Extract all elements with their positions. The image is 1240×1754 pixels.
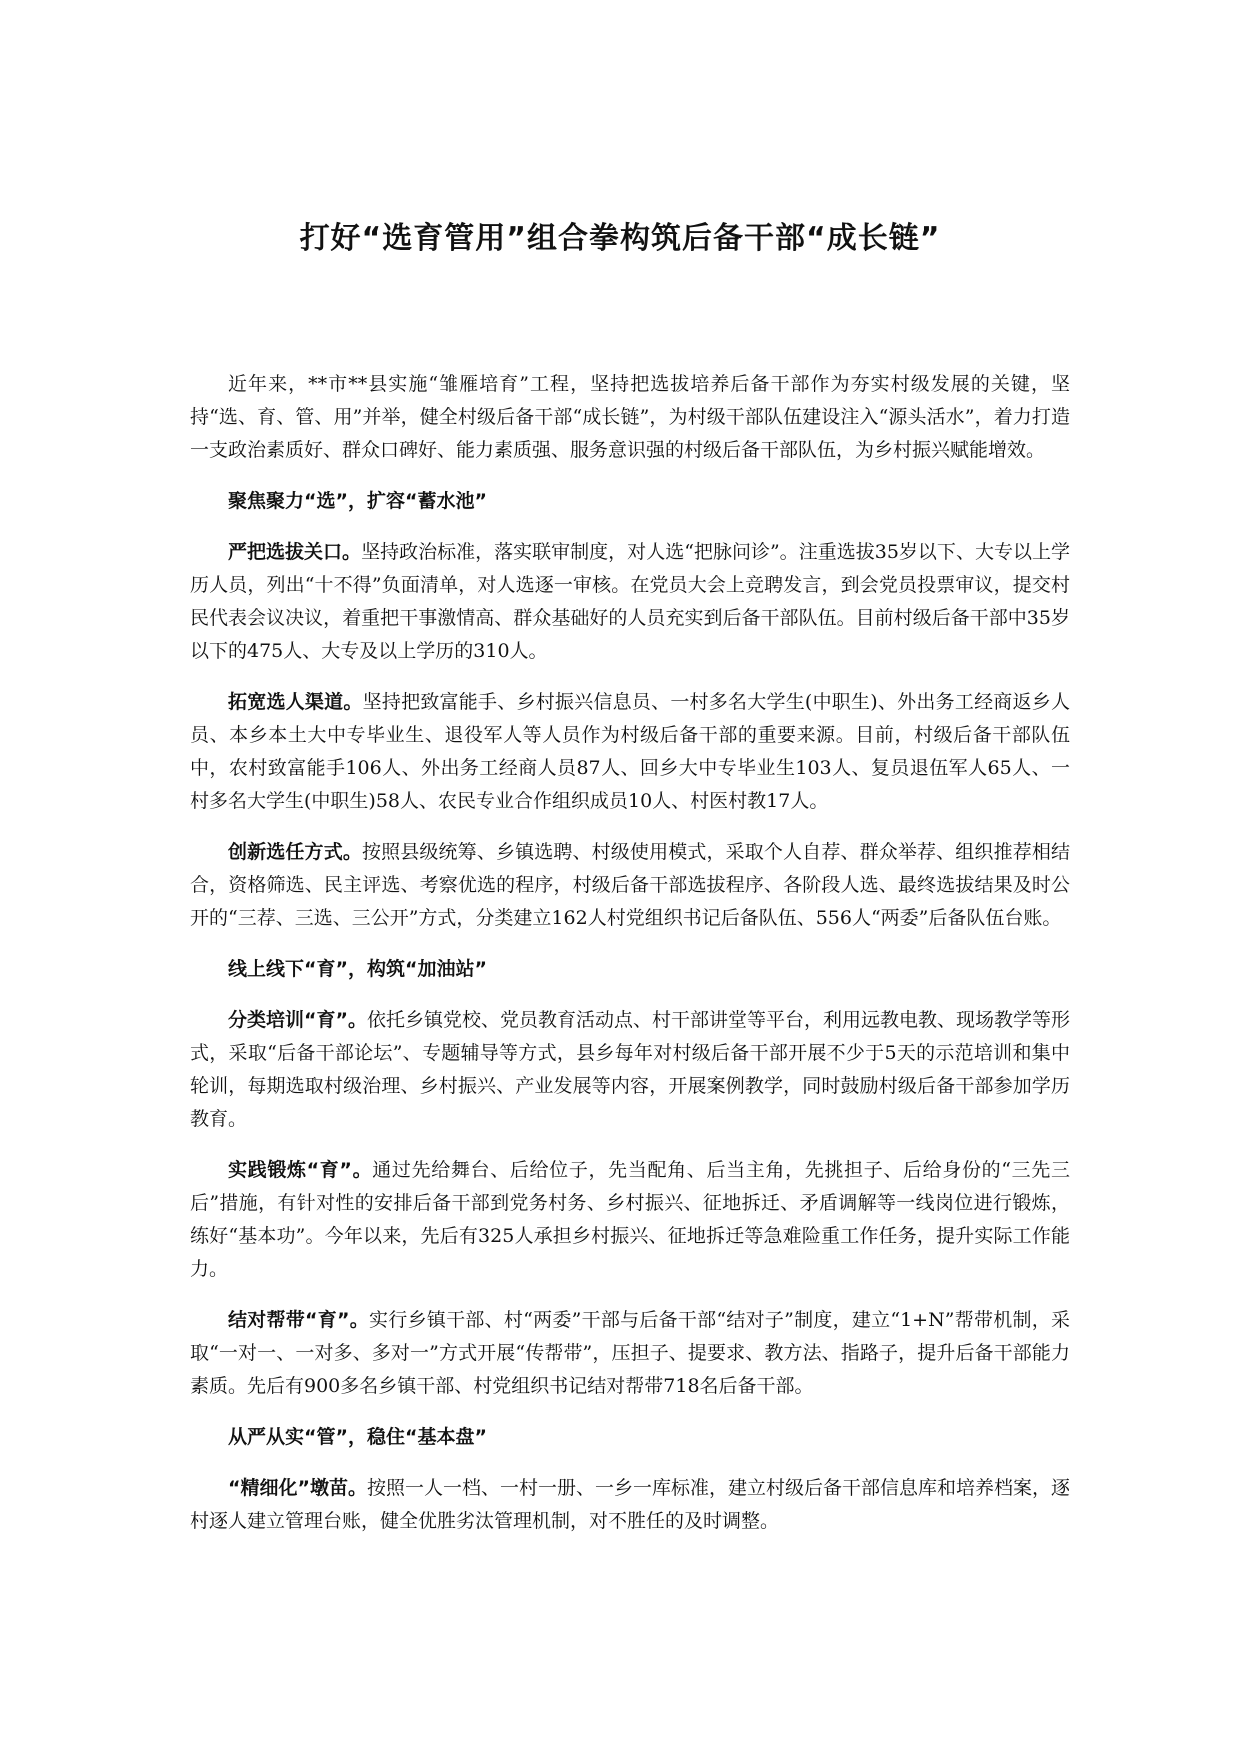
paragraph-widen-channels [190, 686, 1070, 818]
paragraph-mentoring [190, 1304, 1070, 1403]
intro-paragraph: 近年来，**市**县实施“雏雁培育”工程，坚持把选拔培养后备干部作为夯实村级发展的关键，坚持“选、育、管、用”并举，健全村级后备干部“成长链”，为村级干部队伍建设注入“源头活水”，着力打造一支政治素质好、群众口碑好、能力素质强、服务意识强的村级后备干部队伍，为乡村振兴赋能增效。 [190, 373, 1070, 461]
paragraph-lead: 严把选拔关口。 [228, 541, 362, 563]
paragraph-practice [190, 1154, 1070, 1286]
paragraph-text: 坚持把致富能手、乡村振兴信息员、一村多名大学生(中职生)、外出务工经商返乡人员、本乡本土大中专毕业生、退役军人等人员作为村级后备干部的重要来源。目前，村级后备干部队伍中，农村致富能手106人、外出务工经商人员87人、回乡大中专毕业生103人、复员退伍军人65人、一村多名大学生(中职生)58人、农民专业合作组织成员10人、村医村教17人。 [190, 691, 1070, 812]
paragraph-strict-selection [190, 536, 1070, 668]
document-title: 打好“选育管用”组合拳构筑后备干部“成长链” [299, 221, 941, 256]
paragraph-lead: 创新选任方式。 [228, 841, 362, 863]
document-body [190, 368, 1070, 1556]
paragraph-lead: 分类培训“育”。 [228, 1009, 367, 1031]
paragraph-category-training [190, 1004, 1070, 1136]
paragraph-text: 坚持政治标准，落实联审制度，对人选“把脉问诊”。注重选拔35岁以下、大专以上学历人员，列出“十不得”负面清单，对人选逐一审核。在党员大会上竞聘发言，到会党员投票审议，提交村民代表会议决议，着重把干事激情高、群众基础好的人员充实到后备干部队伍。目前村级后备干部中35岁以下的475人、大专及以上学历的310人。 [190, 541, 1070, 662]
paragraph-innovate-methods [190, 836, 1070, 935]
paragraph-lead: “精细化”墩苗。 [228, 1477, 367, 1499]
paragraph-text: 按照一人一档、一村一册、一乡一库标准，建立村级后备干部信息库和培养档案，逐村逐人建立管理台账，健全优胜劣汰管理机制，对不胜任的及时调整。 [190, 1477, 1070, 1532]
paragraph-text: 实行乡镇干部、村“两委”干部与后备干部“结对子”制度，建立“1+N”帮带机制，采取“一对一、一对多、多对一”方式开展“传帮带”，压担子、提要求、教方法、指路子，提升后备干部能力素质。先后有900多名乡镇干部、村党组织书记结对帮带718名后备干部。 [190, 1309, 1070, 1397]
paragraph-lead: 结对帮带“育”。 [228, 1309, 370, 1331]
section-heading-cultivate: 线上线下“育”，构筑“加油站” [228, 958, 487, 980]
paragraph-lead: 实践锻炼“育”。 [228, 1159, 373, 1181]
paragraph-refined-management [190, 1472, 1070, 1538]
paragraph-text: 按照县级统筹、乡镇选聘、村级使用模式，采取个人自荐、群众举荐、组织推荐相结合，资格筛选、民主评选、考察优选的程序，村级后备干部选拔程序、各阶段人选、最终选拔结果及时公开的“三荐、三选、三公开”方式，分类建立162人村党组织书记后备队伍、556人“两委”后备队伍台账。 [190, 841, 1070, 929]
paragraph-text: 依托乡镇党校、党员教育活动点、村干部讲堂等平台，利用远教电教、现场教学等形式，采取“后备干部论坛”、专题辅导等方式，县乡每年对村级后备干部开展不少于5天的示范培训和集中轮训，每期选取村级治理、乡村振兴、产业发展等内容，开展案例教学，同时鼓励村级后备干部参加学历教育。 [190, 1009, 1070, 1130]
section-heading-manage: 从严从实“管”，稳住“基本盘” [228, 1426, 487, 1448]
paragraph-text: 通过先给舞台、后给位子，先当配角、后当主角，先挑担子、后给身份的“三先三后”措施，有针对性的安排后备干部到党务村务、乡村振兴、征地拆迁、矛盾调解等一线岗位进行锻炼，练好“基本功”。今年以来，先后有325人承担乡村振兴、征地拆迁等急难险重工作任务，提升实际工作能力。 [190, 1159, 1070, 1280]
paragraph-lead: 拓宽选人渠道。 [228, 691, 363, 713]
section-heading-select: 聚焦聚力“选”，扩容“蓄水池” [228, 490, 487, 512]
